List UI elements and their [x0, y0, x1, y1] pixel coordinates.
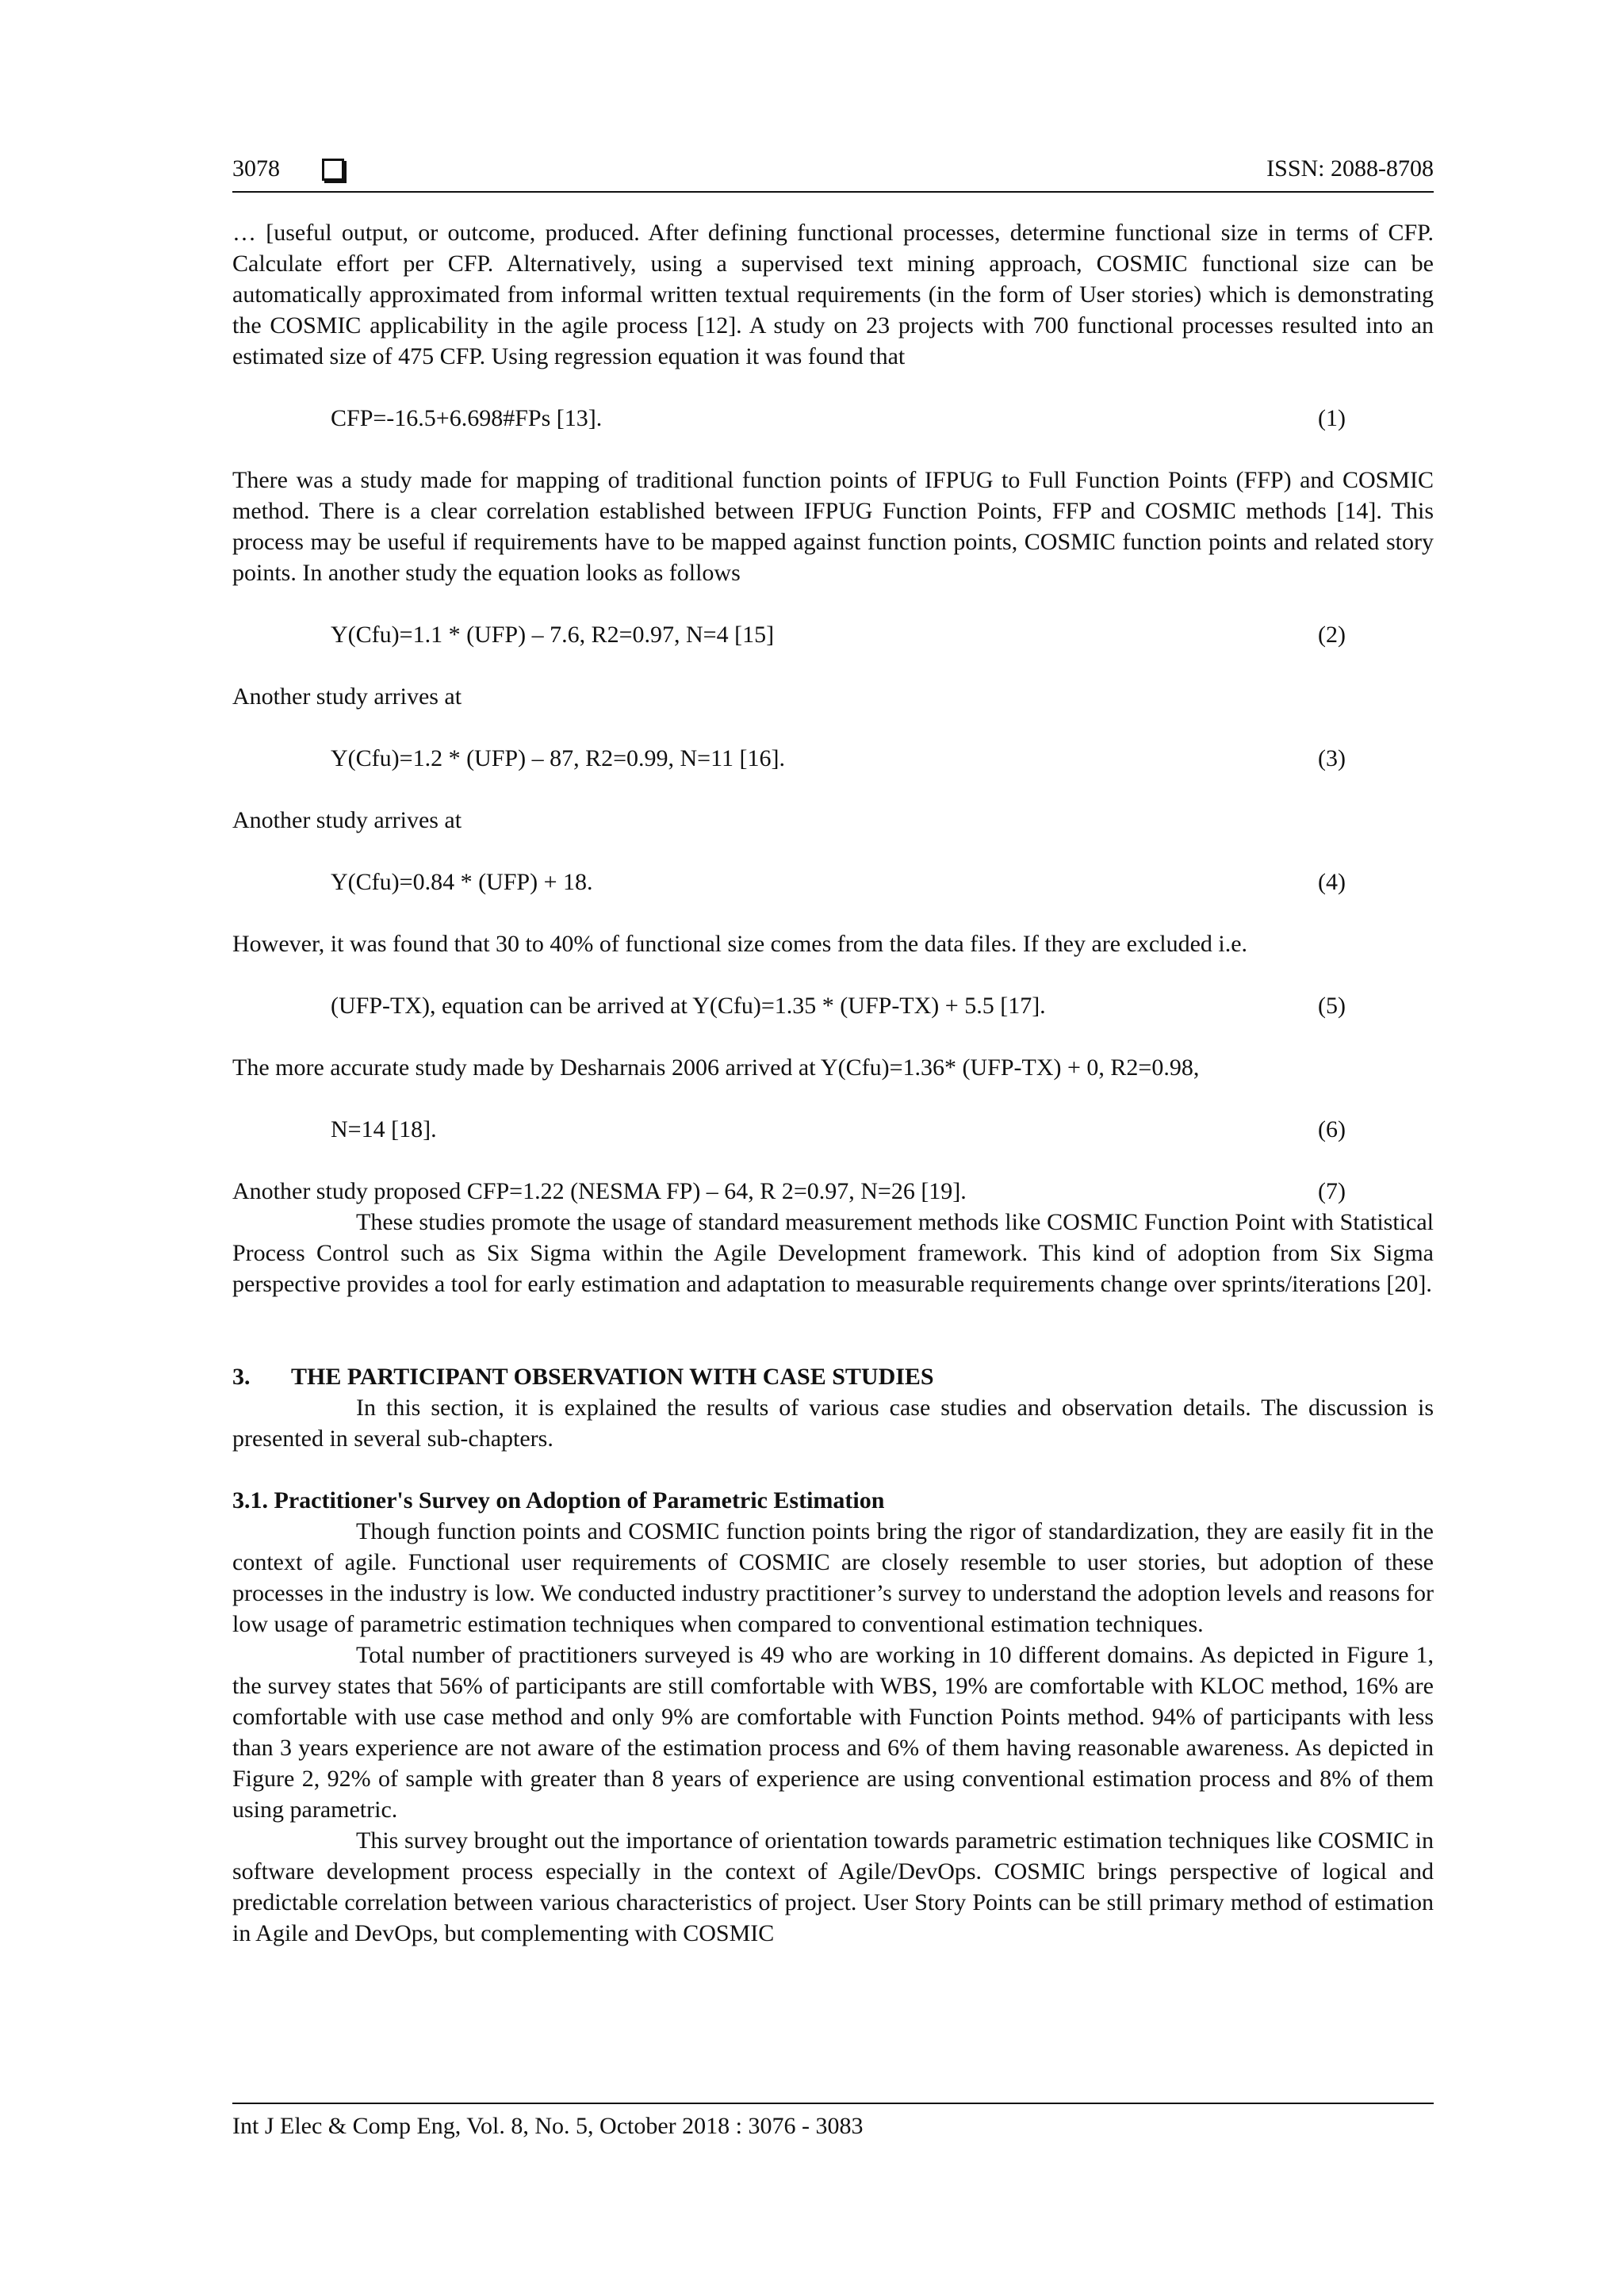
equation-6-number: (6): [1318, 1116, 1346, 1142]
page-number: 3078: [232, 155, 280, 182]
equation-5-expression: (UFP-TX), equation can be arrived at Y(Cfu)=1.35 * (UFP-TX) + 5.5 [17].: [331, 993, 1046, 1019]
body-text: [232, 217, 1434, 1949]
footer-rule: [232, 2103, 1434, 2104]
paragraph-11: This survey brought out the importance of orientation towards parametric estimation techniques like COSMIC in software development process especially in the context of Agile/DevOps. COSMIC brings perspective of logical and predictable correlation between various characteristics of project. User Story Points can be still primary method of estimation in Agile and DevOps, but complementing with COSMIC: [232, 1827, 1434, 1946]
subsection-heading: 3.1. Practitioner's Survey on Adoption of Parametric Estimation: [232, 1487, 885, 1513]
issn: ISSN: 2088-8708: [1266, 155, 1434, 182]
paragraph-3: Another study arrives at: [232, 683, 462, 710]
paragraph-1: … [useful output, or outcome, produced. After defining functional processes, determine functional size in terms of CFP. Calculate effort per CFP. Alternatively, using a supervised text mining approach, COSMIC functional size can be automatically approximated from informal written textual requirements (in the form of User stories) which is demonstrating the COSMIC applicability in the agile process [12]. A study on 23 projects with 700 functional processes resulted into an estimated size of 475 CFP. Using regression equation it was found that: [232, 220, 1434, 369]
paragraph-5: However, it was found that 30 to 40% of functional size comes from the data files. If they are excluded i.e.: [232, 931, 1248, 957]
equation-7: [232, 1176, 1434, 1207]
paragraph-9: Though function points and COSMIC function points bring the rigor of standardization, they are easily fit in the context of agile. Functional user requirements of COSMIC are closely resemble to user stories, but adoption of these processes in the industry is low. We conducted industry practitioner’s survey to understand the adoption levels and reasons for low usage of parametric estimation techniques when compared to conventional estimation techniques.: [232, 1518, 1434, 1637]
equation-7-number: (7): [1318, 1178, 1346, 1204]
equation-6-expression: N=14 [18].: [331, 1116, 437, 1142]
equation-3-number: (3): [1318, 745, 1346, 771]
equation-5: [232, 990, 1434, 1021]
section-number: 3.: [232, 1364, 251, 1390]
paragraph-4: Another study arrives at: [232, 807, 462, 833]
equation-2-number: (2): [1318, 622, 1346, 648]
running-header: [232, 155, 1434, 195]
section-heading: [232, 1361, 1434, 1392]
paragraph-10: Total number of practitioners surveyed is 49 who are working in 10 different domains. As depicted in Figure 1, the survey states that 56% of participants are still comfortable with WBS, 19% are comfortable with KLOC method, 16% are comfortable with use case method and only 9% are comfortable with Function Points method. 94% of participants with less than 3 years experience are not aware of the estimation process and 6% of them having reasonable awareness. As depicted in Figure 2, 92% of sample with greater than 8 years of experience are using conventional estimation process and 8% of them using parametric.: [232, 1642, 1434, 1823]
equation-2-expression: Y(Cfu)=1.1 * (UFP) – 7.6, R2=0.97, N=4 [15]: [331, 622, 775, 648]
paragraph-2: There was a study made for mapping of traditional function points of IFPUG to Full Function Points (FFP) and COSMIC method. There is a clear correlation established between IFPUG Function Points, FFP and COSMIC methods [14]. This process may be useful if requirements have to be mapped against function points, COSMIC function points and related story points. In another study the equation looks as follows: [232, 467, 1434, 586]
equation-4-number: (4): [1318, 869, 1346, 895]
equation-6: [232, 1114, 1434, 1145]
paragraph-6: The more accurate study made by Desharnais 2006 arrived at Y(Cfu)=1.36* (UFP-TX) + 0, R2=0.98,: [232, 1054, 1200, 1081]
equation-4: [232, 867, 1434, 897]
equation-3: [232, 743, 1434, 774]
equation-2: [232, 619, 1434, 650]
equation-3-expression: Y(Cfu)=1.2 * (UFP) – 87, R2=0.99, N=11 [16].: [331, 745, 785, 771]
square-bullet-icon: [322, 159, 344, 181]
equation-1-expression: CFP=-16.5+6.698#FPs [13].: [331, 405, 603, 431]
header-rule: [232, 191, 1434, 193]
equation-4-expression: Y(Cfu)=0.84 * (UFP) + 18.: [331, 869, 593, 895]
equation-1: [232, 403, 1434, 434]
equation-1-number: (1): [1318, 405, 1346, 431]
footer-citation: Int J Elec & Comp Eng, Vol. 8, No. 5, October 2018 : 3076 - 3083: [232, 2113, 864, 2139]
paragraph-8: In this section, it is explained the results of various case studies and observation details. The discussion is presented in several sub-chapters.: [232, 1395, 1434, 1452]
section-title: THE PARTICIPANT OBSERVATION WITH CASE STUDIES: [291, 1364, 934, 1390]
paragraph-7: These studies promote the usage of standard measurement methods like COSMIC Function Point with Statistical Process Control such as Six Sigma within the Agile Development framework. This kind of adoption from Six Sigma perspective provides a tool for early estimation and adaptation to measurable requirements change over sprints/iterations [20].: [232, 1209, 1434, 1297]
equation-7-expression: Another study proposed CFP=1.22 (NESMA FP) – 64, R 2=0.97, N=26 [19].: [232, 1178, 967, 1204]
equation-5-number: (5): [1318, 993, 1346, 1019]
